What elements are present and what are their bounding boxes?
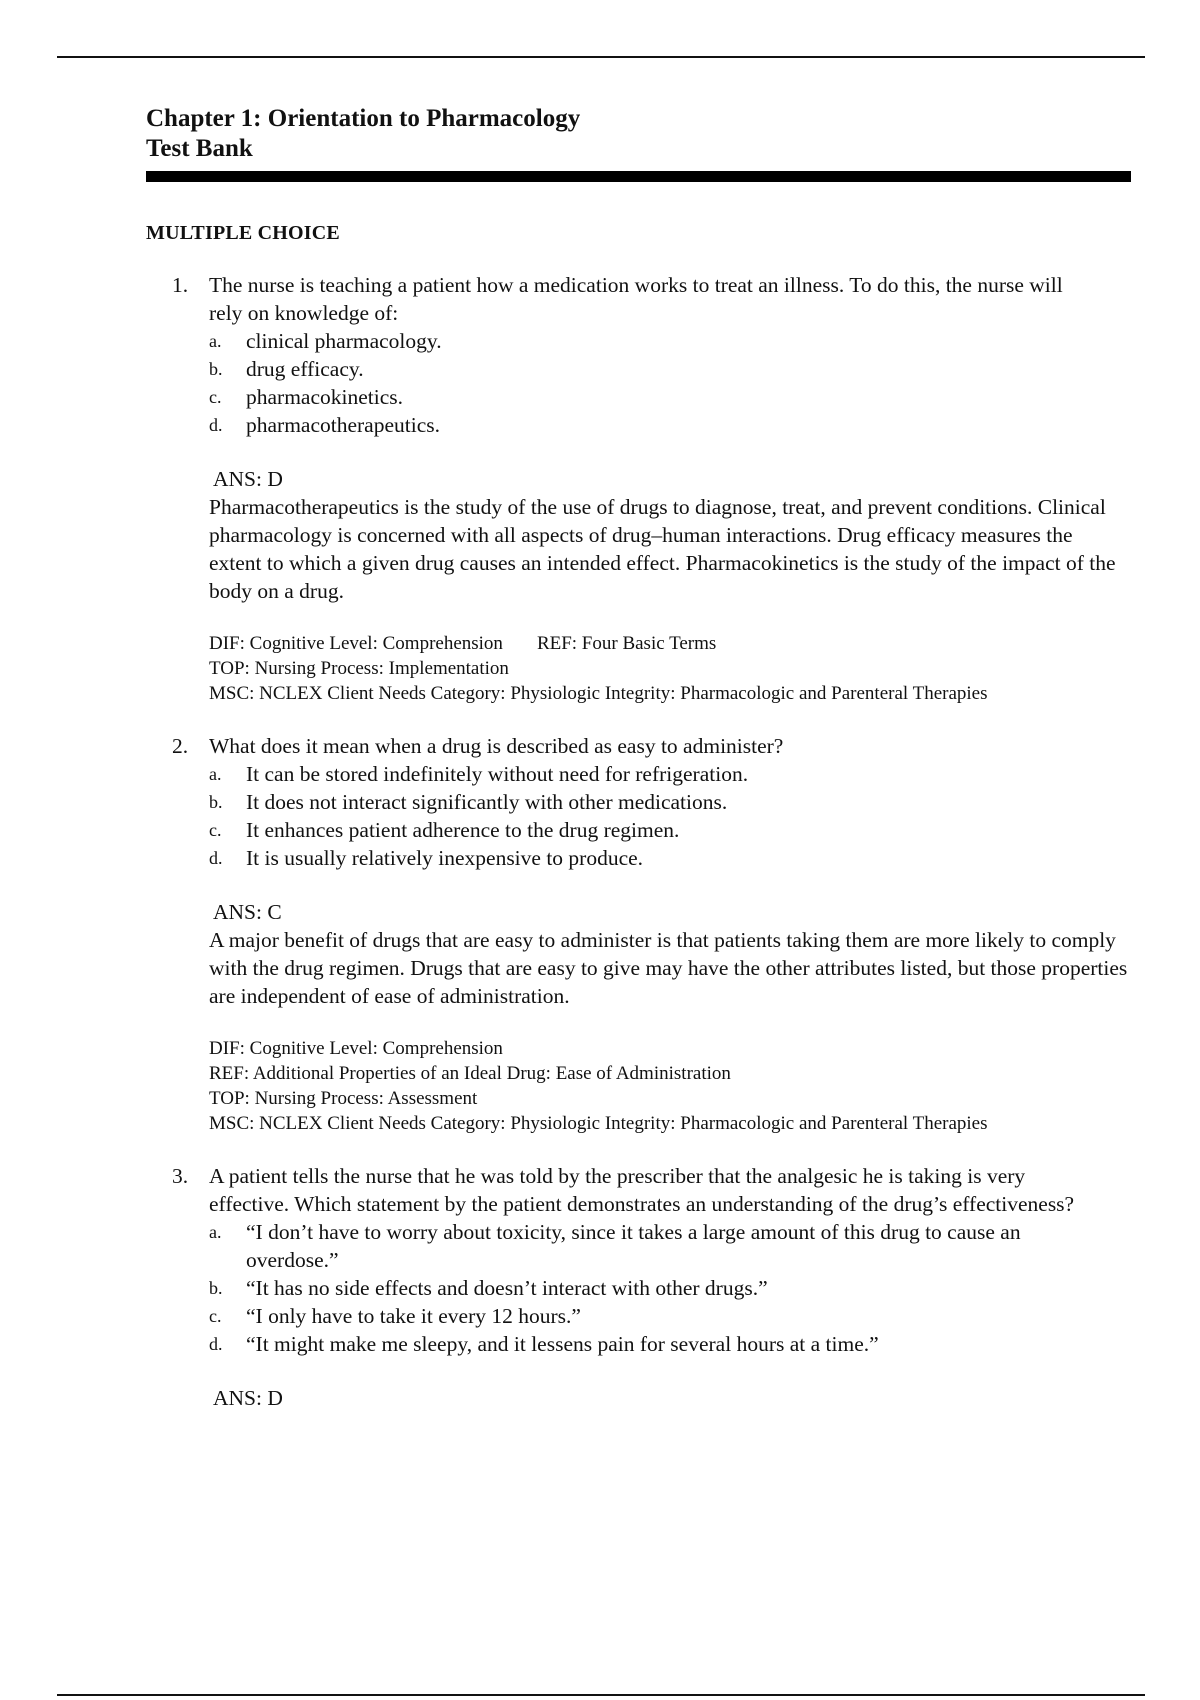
- option-text: “It might make me sleepy, and it lessens pain for several hours at a time.”: [246, 1332, 879, 1356]
- answer-key: ANS: D: [213, 1386, 283, 1410]
- question-1: [146, 271, 1131, 706]
- msc-label: MSC: NCLEX Client Needs Category: Physiologic Integrity: Pharmacologic and Parenteral Therapies: [209, 1113, 988, 1134]
- option-text: It does not interact significantly with other medications.: [246, 790, 728, 814]
- difficulty-label: DIF: Cognitive Level: Comprehension: [209, 1038, 503, 1059]
- option-c: [209, 1302, 1089, 1330]
- option-letter: c.: [209, 1306, 222, 1326]
- reference-label: REF: Additional Properties of an Ideal Drug: Ease of Administration: [209, 1063, 731, 1084]
- option-letter: b.: [209, 1278, 223, 1298]
- question-stem: A patient tells the nurse that he was told by the prescriber that the analgesic he is taking is very effective. Which statement by the patient demonstrates an understanding of the drug’s effectiveness?: [209, 1164, 1075, 1216]
- question-metadata: [209, 631, 1089, 706]
- option-letter: a.: [209, 764, 222, 784]
- section-heading: MULTIPLE CHOICE: [146, 222, 340, 244]
- answer-key: ANS: C: [213, 900, 282, 924]
- option-b: [209, 355, 1089, 383]
- answer-rationale: Pharmacotherapeutics is the study of the use of drugs to diagnose, treat, and prevent conditions. Clinical pharmacology is concerned with all aspects of drug–human interactions. Drug efficacy measures the extent to which a given drug causes an intended effect. Pharmacokinetics is the study of the impact of the body on a drug.: [209, 495, 1116, 603]
- question-stem: The nurse is teaching a patient how a medication works to treat an illness. To do this, the nurse will rely on knowledge of:: [209, 273, 1063, 325]
- option-text: pharmacokinetics.: [246, 385, 404, 409]
- test-bank-page: [146, 104, 1131, 1412]
- option-letter: d.: [209, 1334, 223, 1354]
- option-d: [209, 411, 1089, 439]
- option-list: [209, 1218, 1089, 1358]
- option-d: [209, 1330, 1089, 1358]
- option-text: It can be stored indefinitely without need for refrigeration.: [246, 762, 749, 786]
- top-rule: [57, 56, 1145, 58]
- option-b: [209, 788, 1089, 816]
- option-c: [209, 816, 1089, 844]
- option-letter: b.: [209, 792, 223, 812]
- option-text: “I don’t have to worry about toxicity, since it takes a large amount of this drug to cause an overdose.”: [246, 1220, 1021, 1272]
- question-number: 1.: [172, 273, 189, 297]
- topic-label: TOP: Nursing Process: Assessment: [209, 1088, 478, 1109]
- option-text: clinical pharmacology.: [246, 329, 442, 353]
- difficulty-label: DIF: Cognitive Level: Comprehension: [209, 633, 503, 654]
- topic-label: TOP: Nursing Process: Implementation: [209, 658, 509, 679]
- msc-label: MSC: NCLEX Client Needs Category: Physiologic Integrity: Pharmacologic and Parenteral Therapies: [209, 683, 988, 704]
- question-number: 3.: [172, 1164, 189, 1188]
- option-letter: c.: [209, 820, 222, 840]
- page-subtitle: Test Bank: [146, 135, 253, 162]
- option-b: [209, 1274, 1089, 1302]
- option-letter: d.: [209, 415, 223, 435]
- option-d: [209, 844, 1089, 872]
- option-letter: c.: [209, 387, 222, 407]
- option-text: “I only have to take it every 12 hours.”: [246, 1304, 581, 1328]
- question-2: [146, 732, 1131, 1136]
- title-divider: [146, 171, 1131, 182]
- question-number: 2.: [172, 734, 189, 758]
- option-text: pharmacotherapeutics.: [246, 413, 441, 437]
- answer-key: ANS: D: [213, 467, 283, 491]
- answer-rationale: A major benefit of drugs that are easy to administer is that patients taking them are more likely to comply with the drug regimen. Drugs that are easy to give may have the other attributes listed, but those properties are independent of ease of administration.: [209, 928, 1128, 1008]
- reference-label: REF: Four Basic Terms: [536, 633, 717, 654]
- question-3: [146, 1162, 1131, 1412]
- option-text: “It has no side effects and doesn’t interact with other drugs.”: [246, 1276, 768, 1300]
- option-list: [209, 760, 1089, 872]
- question-stem: What does it mean when a drug is described as easy to administer?: [209, 734, 784, 758]
- option-letter: b.: [209, 359, 223, 379]
- option-a: [209, 760, 1089, 788]
- option-letter: d.: [209, 848, 223, 868]
- chapter-title: Chapter 1: Orientation to Pharmacology: [146, 105, 581, 132]
- question-metadata: [209, 1036, 1089, 1136]
- option-a: [209, 327, 1089, 355]
- option-text: It enhances patient adherence to the drug regimen.: [246, 818, 680, 842]
- option-a: [209, 1218, 1046, 1274]
- option-c: [209, 383, 1089, 411]
- option-text: It is usually relatively inexpensive to produce.: [246, 846, 644, 870]
- option-letter: a.: [209, 331, 222, 351]
- bottom-rule: [57, 1694, 1145, 1696]
- option-letter: a.: [209, 1222, 222, 1242]
- option-list: [209, 327, 1089, 439]
- option-text: drug efficacy.: [246, 357, 364, 381]
